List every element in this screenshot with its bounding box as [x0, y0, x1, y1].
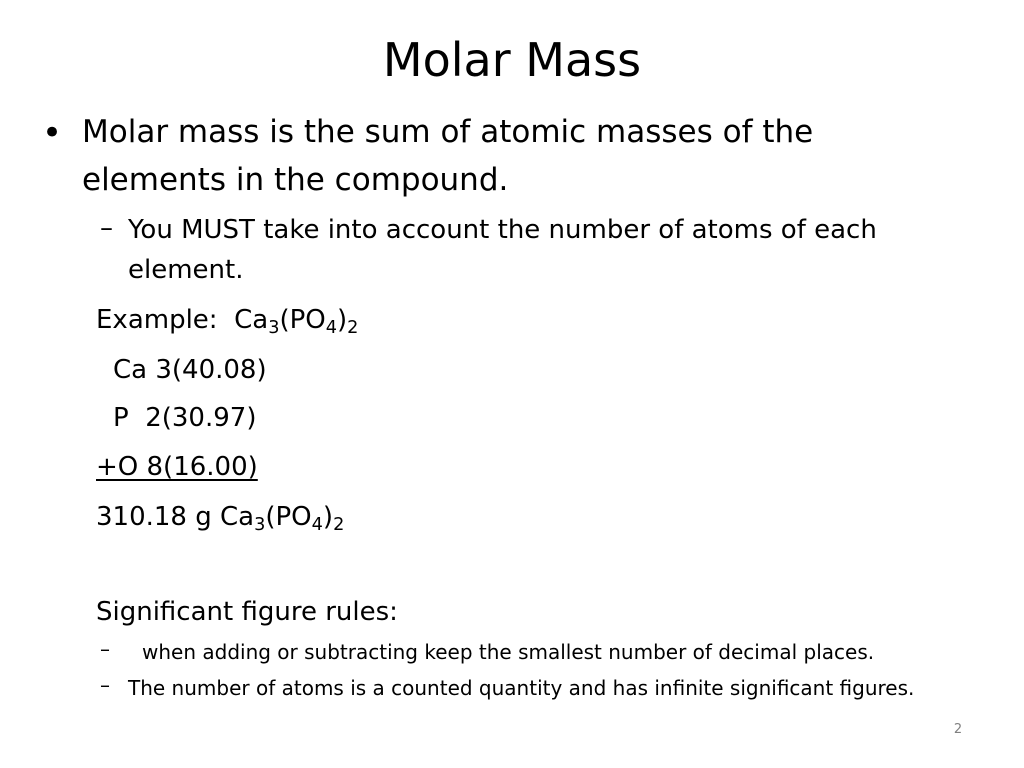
slide-title: Molar Mass — [382, 33, 642, 87]
bullet-dot: • — [42, 113, 63, 153]
example-line — [96, 300, 358, 340]
calc-row-phosphorus: P 2(30.97) — [113, 403, 257, 433]
sub-bullet-line-1: You MUST take into account the number of atoms of each — [128, 215, 877, 245]
sig-fig-dash-2: – — [100, 673, 110, 697]
sig-fig-rule-2: The number of atoms is a counted quantity and has infinite significant figures. — [128, 676, 915, 700]
page-number: 2 — [953, 722, 963, 737]
example-formula: $Ca_3(PO_4)_2$ — [234, 305, 359, 338]
sig-fig-rule-1: when adding or subtracting keep the smallest number of decimal places. — [142, 640, 875, 664]
calc-row-calcium: Ca 3(40.08) — [113, 355, 267, 385]
sub-bullet-line-2: element. — [128, 255, 244, 285]
sig-fig-dash-1: – — [100, 637, 110, 661]
example-label: Example: — [96, 305, 218, 335]
sig-fig-heading: Significant figure rules: — [96, 597, 398, 627]
bullet-line-1: Molar mass is the sum of atomic masses of the — [82, 114, 814, 150]
calc-row-oxygen: +O 8(16.00) — [96, 452, 258, 482]
bullet-line-2: elements in the compound. — [82, 162, 509, 198]
sub-bullet-dash: – — [100, 213, 113, 243]
result-line: 310.18 g $Ca_3(PO_4)_2$ — [96, 502, 345, 535]
